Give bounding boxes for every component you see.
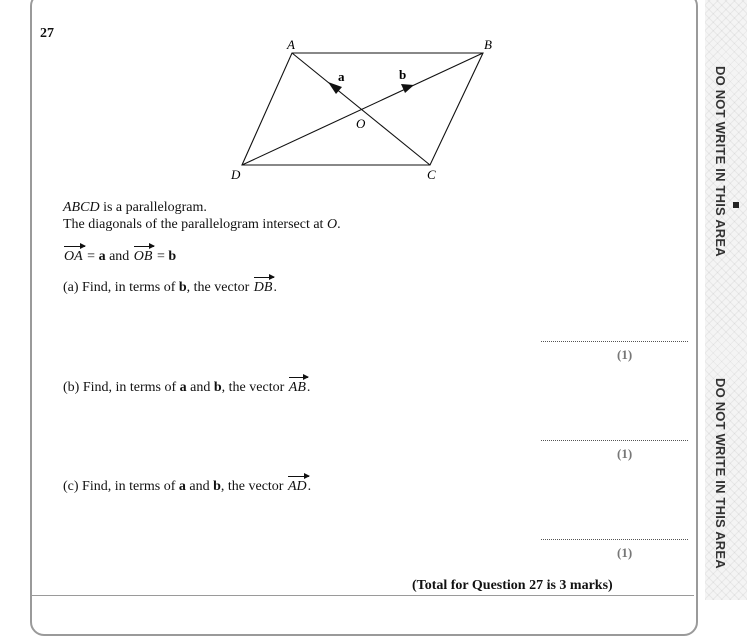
do-not-write-lower: DO NOT WRITE IN THIS AREA: [713, 378, 728, 569]
part-c-answer-line[interactable]: [541, 539, 688, 540]
intro-line-2: [63, 217, 341, 233]
part-a-bold: b: [178, 280, 187, 295]
part-b-bold-a: a: [179, 380, 187, 395]
part-a-mark: (1): [617, 347, 633, 362]
part-c-bold-a: a: [178, 479, 186, 494]
vector-oa: OA: [64, 243, 83, 265]
label-c-point: C: [427, 167, 436, 182]
intro-line-1: [63, 200, 207, 216]
part-a-prefix: (a) Find, in terms of: [63, 280, 179, 295]
part-c-prefix: (c) Find, in terms of: [63, 479, 179, 494]
intro-period: .: [337, 217, 341, 232]
part-b-question: [63, 374, 310, 396]
part-b-answer-line[interactable]: [541, 440, 688, 441]
part-a-question: [63, 274, 277, 296]
intro-abcd: ABCD: [63, 200, 100, 215]
intro-rest: is a parallelogram.: [99, 200, 207, 215]
label-vector-b: b: [399, 67, 407, 82]
diagonal-db: [242, 53, 483, 165]
and-text: and: [105, 249, 133, 264]
intro-diagonals: The diagonals of the parallelogram intersect at: [63, 217, 327, 232]
label-a-point: A: [287, 37, 295, 52]
equals-2: =: [153, 249, 169, 264]
do-not-write-upper: DO NOT WRITE IN THIS AREA: [713, 66, 728, 257]
label-vector-a: a: [338, 69, 345, 84]
part-b-end: .: [306, 380, 311, 395]
part-c-suffix: , the vector: [220, 479, 287, 494]
margin-marker: [733, 202, 739, 208]
part-a-vector: DB: [254, 274, 273, 296]
total-marks: (Total for Question 27 is 3 marks): [412, 578, 613, 593]
vector-definitions: [63, 243, 176, 265]
part-c-mark: (1): [617, 545, 633, 560]
value-b: b: [168, 249, 177, 264]
question-number: 27: [40, 26, 54, 41]
label-d-point: D: [231, 167, 241, 182]
part-b-mark: (1): [617, 446, 633, 461]
label-b-point: B: [484, 37, 492, 52]
diagonal-ac: [292, 53, 430, 165]
part-b-vector: AB: [289, 374, 306, 396]
parallelogram-figure: [225, 35, 515, 185]
part-c-end: .: [307, 479, 312, 494]
part-c-bold-b: b: [213, 479, 221, 494]
label-o-point: O: [356, 116, 366, 131]
arrow-ob: [401, 84, 414, 93]
bottom-rule: [30, 595, 694, 596]
part-b-and: and: [186, 380, 214, 395]
equals-1: =: [83, 249, 99, 264]
value-a: a: [98, 249, 106, 264]
part-a-suffix: , the vector: [186, 280, 253, 295]
part-c-vector: AD: [288, 473, 307, 495]
part-b-bold-b: b: [213, 380, 222, 395]
intro-point-o: O: [326, 217, 338, 232]
part-b-suffix: , the vector: [221, 380, 288, 395]
part-c-question: [63, 473, 311, 495]
part-c-and: and: [185, 479, 214, 494]
part-a-end: .: [273, 280, 277, 295]
part-b-prefix: (b) Find, in terms of: [63, 380, 180, 395]
part-a-answer-line[interactable]: [541, 341, 688, 342]
vector-ob: OB: [134, 243, 153, 265]
